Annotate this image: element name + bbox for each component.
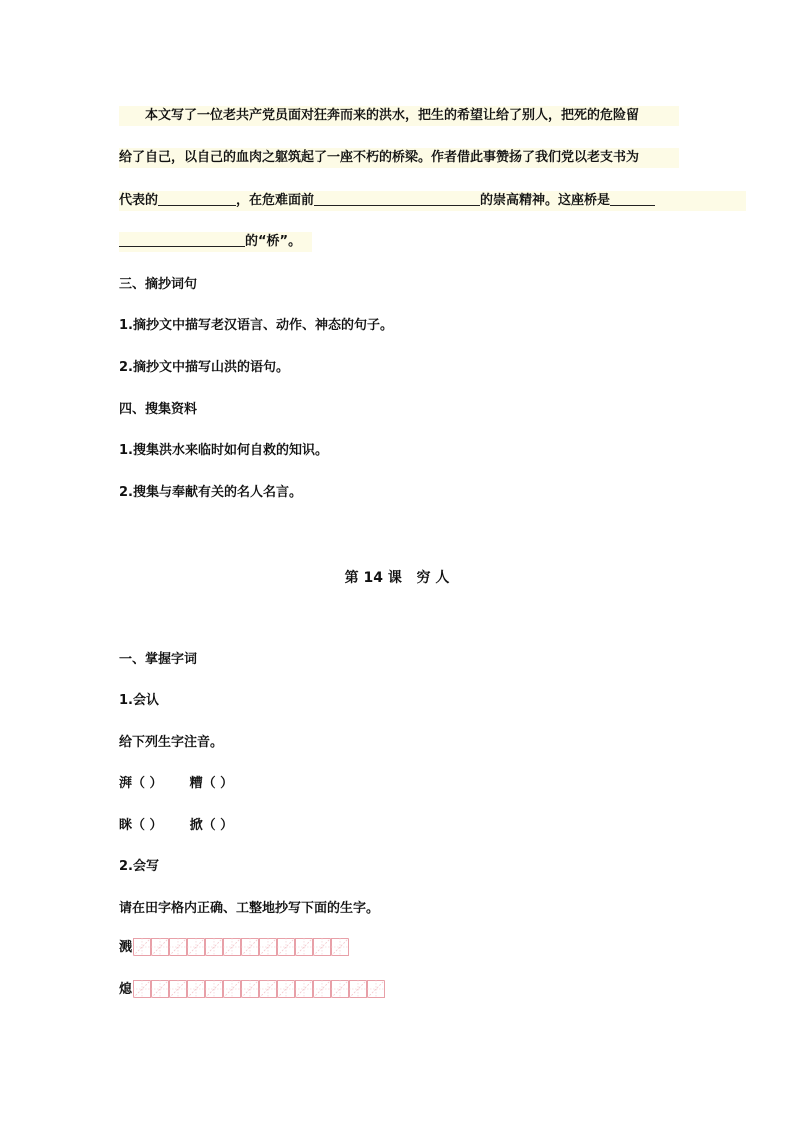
- tianzige-cell[interactable]: [367, 980, 385, 998]
- tianzige-cell[interactable]: [151, 938, 169, 956]
- subsection-heading: 2.会写: [119, 859, 159, 874]
- tianzige-cell[interactable]: [313, 938, 331, 956]
- list-item: 2.摘抄文中描写山洪的语句。: [119, 360, 289, 375]
- tianzige-cell[interactable]: [133, 980, 151, 998]
- instruction-text: 给下列生字注音。: [119, 735, 224, 750]
- summary-text: 的“桥”。: [245, 234, 302, 249]
- tianzige-cell[interactable]: [169, 980, 187, 998]
- section-heading: 一、掌握字词: [119, 652, 198, 667]
- pinyin-answer-box[interactable]: （ ）: [132, 776, 163, 791]
- tianzige-cell[interactable]: [349, 980, 367, 998]
- tianzige-cell[interactable]: [313, 980, 331, 998]
- fill-blank-2[interactable]: [314, 191, 480, 206]
- pinyin-char: 糟: [189, 776, 203, 791]
- tianzige-cell[interactable]: [259, 980, 277, 998]
- tianzige-cell[interactable]: [187, 980, 205, 998]
- tianzige-cell[interactable]: [295, 980, 313, 998]
- lesson-title: 第 14 课 穷 人: [344, 570, 450, 586]
- summary-text: 的崇高精神。这座桥是: [480, 193, 611, 208]
- summary-line-2: 给了自己，以自己的血肉之躯筑起了一座不朽的桥梁。作者借此事赞扬了我们党以老支书为: [119, 148, 679, 168]
- tianzige-cell[interactable]: [259, 938, 277, 956]
- tianzige-grid[interactable]: [133, 938, 349, 956]
- fill-blank-3-cont[interactable]: [119, 232, 245, 247]
- tianzige-cell[interactable]: [331, 938, 349, 956]
- tianzige-cell[interactable]: [205, 980, 223, 998]
- tianzige-cell[interactable]: [277, 938, 295, 956]
- tianzige-cell[interactable]: [133, 938, 151, 956]
- fill-blank-3[interactable]: [610, 191, 655, 206]
- tianzige-cell[interactable]: [151, 980, 169, 998]
- pinyin-row: [119, 774, 233, 794]
- pinyin-answer-box[interactable]: （ ）: [202, 818, 234, 833]
- fill-blank-1[interactable]: [158, 191, 236, 206]
- tianzige-cell[interactable]: [295, 938, 313, 956]
- tianzige-grid[interactable]: [133, 980, 385, 998]
- pinyin-row: [119, 816, 233, 836]
- pinyin-char: 掀: [189, 818, 203, 833]
- section-heading: 四、搜集资料: [119, 402, 198, 417]
- tianzige-cell[interactable]: [241, 980, 259, 998]
- pinyin-char: 眯: [119, 818, 133, 833]
- tianzige-cell[interactable]: [205, 938, 223, 956]
- pinyin-answer-box[interactable]: （ ）: [132, 818, 163, 833]
- pinyin-answer-box[interactable]: （ ）: [202, 776, 234, 791]
- tianzige-cell[interactable]: [187, 938, 205, 956]
- subsection-heading: 1.会认: [119, 693, 159, 708]
- tianzige-cell[interactable]: [223, 938, 241, 956]
- summary-line-3: [119, 191, 746, 211]
- tianzige-cell[interactable]: [331, 980, 349, 998]
- summary-text: ，在危难面前: [236, 193, 315, 208]
- tianzige-cell[interactable]: [223, 980, 241, 998]
- summary-line-1: 本文写了一位老共产党员面对狂奔而来的洪水，把生的希望让给了别人，把死的危险留: [119, 106, 679, 126]
- list-item: 1.搜集洪水来临时如何自救的知识。: [119, 443, 328, 458]
- writing-char: 熄: [119, 982, 133, 997]
- summary-line-4: [119, 232, 312, 252]
- instruction-text: 请在田字格内正确、工整地抄写下面的生字。: [119, 901, 380, 916]
- list-item: 2.搜集与奉献有关的名人名言。: [119, 485, 302, 500]
- summary-text: 代表的: [119, 193, 159, 208]
- writing-char: 溅: [119, 940, 133, 955]
- list-item: 1.摘抄文中描写老汉语言、动作、神态的句子。: [119, 318, 393, 333]
- tianzige-cell[interactable]: [277, 980, 295, 998]
- section-heading: 三、摘抄词句: [119, 277, 198, 292]
- tianzige-cell[interactable]: [241, 938, 259, 956]
- pinyin-char: 湃: [119, 776, 133, 791]
- tianzige-cell[interactable]: [169, 938, 187, 956]
